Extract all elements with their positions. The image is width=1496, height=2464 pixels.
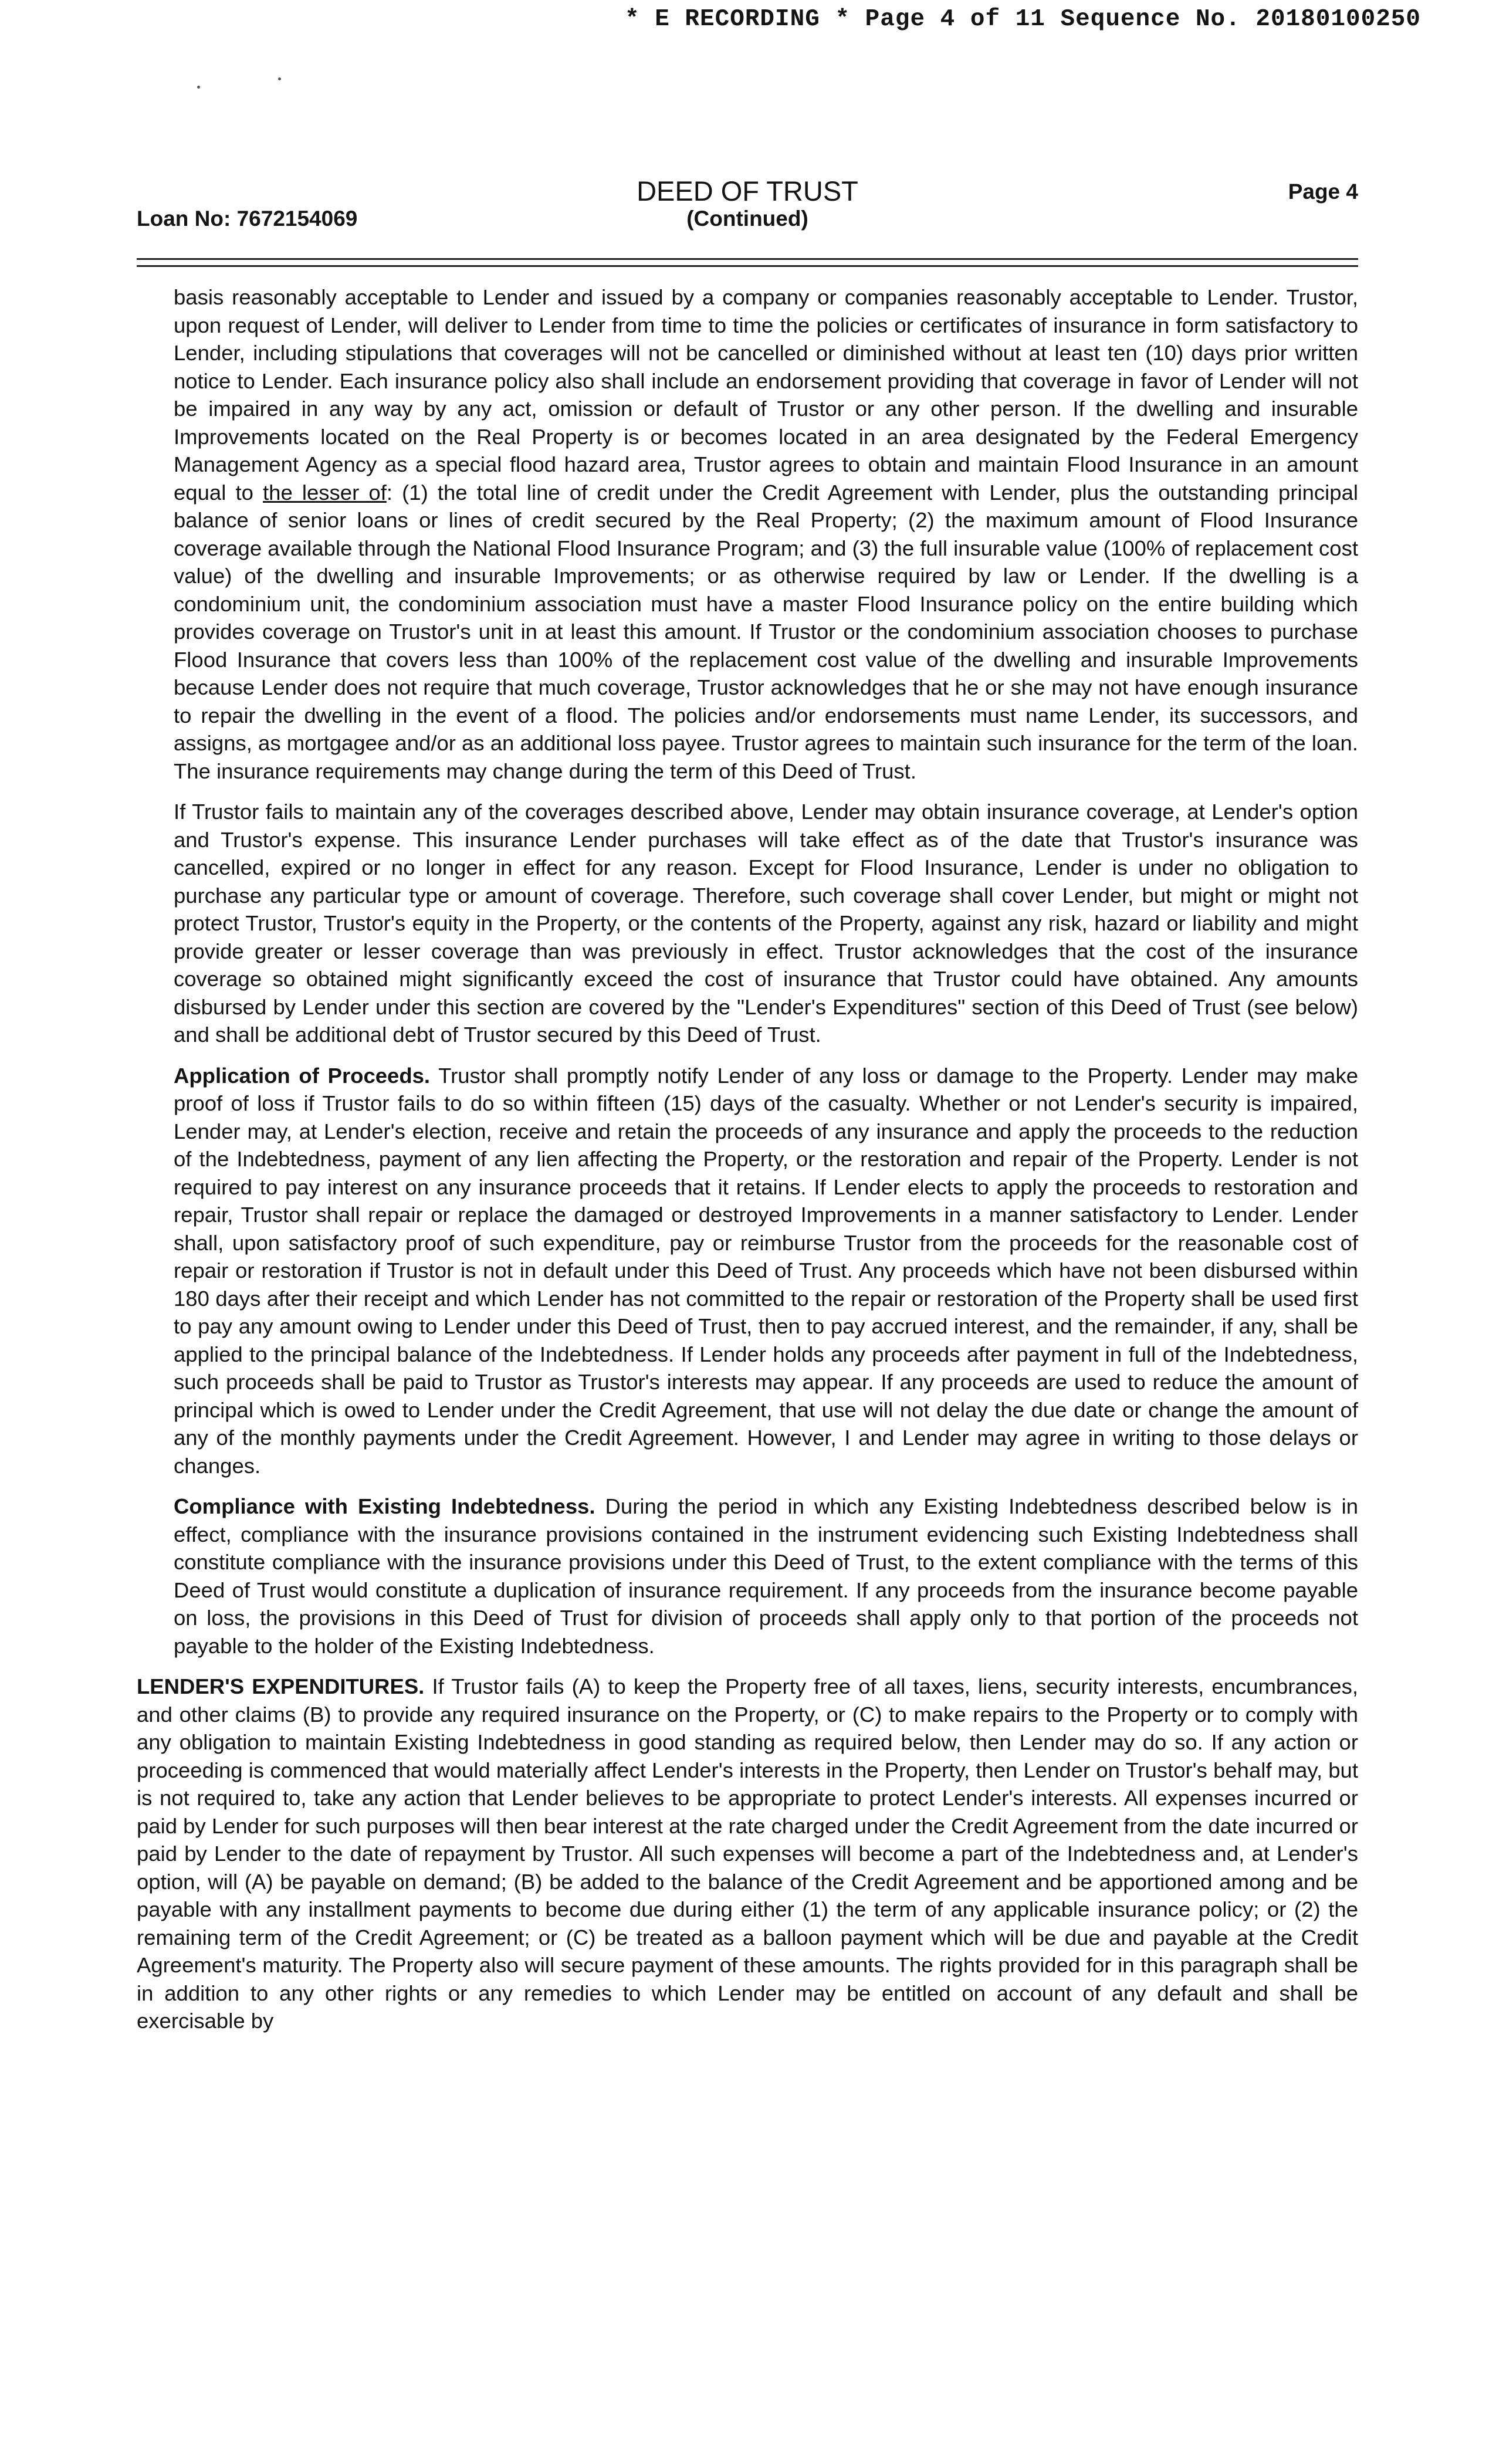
- underlined-text: the lesser of: [263, 480, 387, 505]
- paragraph-text: During the period in which any Existing Indebtedness described below is in effect, compliance with the insurance provisions contained in the instrument evidencing such Existing Indebtedness shall constitute compliance with the insurance provisions under this Deed of Trust, to the extent compliance with the terms of this Deed of Trust would constitute a duplication of insurance requirement. If any proceeds from the insurance become payable on loss, the provisions in this Deed of Trust for division of proceeds shall apply only to that portion of the proceeds not payable to the holder of the Existing Indebtedness.: [174, 1494, 1358, 1658]
- paragraph-compliance-existing-indebtedness: [137, 1492, 1358, 1660]
- document-title: DEED OF TRUST: [637, 175, 858, 207]
- scan-speck: [197, 86, 200, 89]
- paragraph-lenders-expenditures: [137, 1673, 1358, 2035]
- scan-speck: [278, 77, 281, 80]
- paragraph-application-of-proceeds: [137, 1062, 1358, 1480]
- document-subtitle: (Continued): [686, 207, 808, 231]
- document-body: [137, 283, 1358, 2048]
- paragraph-insurance-continued: [137, 283, 1358, 785]
- paragraph-text: If Trustor fails to maintain any of the coverages described above, Lender may obtain insurance coverage, at Lender's option and Trustor's expense. This insurance Lender purchases will take effect as of the date that Trustor's insurance was cancelled, expired or no longer in effect for any reason. Except for Flood Insurance, Lender is under no obligation to purchase any particular type or amount of coverage. Therefore, such coverage shall cover Lender, but might or might not protect Trustor, Trustor's equity in the Property, or the contents of the Property, against any risk, hazard or liability and might provide greater or lesser coverage than was previously in effect. Trustor acknowledges that the cost of the insurance coverage so obtained might significantly exceed the cost of insurance that Trustor could have obtained. Any amounts disbursed by Lender under this section are covered by the "Lender's Expenditures" section of this Deed of Trust (see below) and shall be additional debt of Trustor secured by this Deed of Trust.: [174, 800, 1358, 1047]
- page-number: Page 4: [1288, 180, 1358, 204]
- paragraph-text: If Trustor fails (A) to keep the Property free of all taxes, liens, security interests, encumbrances, and other claims (B) to provide any required insurance on the Property, or (C) to make repairs to the Property or to comply with any obligation to maintain Existing Indebtedness in good standing as required below, then Lender may do so. If any action or proceeding is commenced that would materially affect Lender's interests in the Property, then Lender on Trustor's behalf may, but is not required to, take any action that Lender believes to be appropriate to protect Lender's interests. All expenses incurred or paid by Lender for such purposes will then bear interest at the rate charged under the Credit Agreement from the date incurred or paid by Lender to the date of repayment by Trustor. All such expenses will become a part of the Indebtedness and, at Lender's option, will (A) be payable on demand; (B) be added to the balance of the Credit Agreement and be apportioned among and be payable with any installment payments to become due during either (1) the term of any applicable insurance policy; or (2) the remaining term of the Credit Agreement; or (C) be treated as a balloon payment which will be due and payable at the Credit Agreement's maturity. The Property also will secure payment of these amounts. The rights provided for in this paragraph shall be in addition to any other rights or any remedies to which Lender may be entitled on account of any default and shall be exercisable by: [137, 1674, 1358, 2033]
- paragraph-text: Trustor shall promptly notify Lender of any loss or damage to the Property. Lender may make proof of loss if Trustor fails to do so within fifteen (15) days of the casualty. Whether or not Lender's security is impaired, Lender may, at Lender's election, receive and retain the proceeds of any insurance and apply the proceeds to the reduction of the Indebtedness, payment of any lien affecting the Property, or the restoration and repair of the Property. Lender is not required to pay interest on any insurance proceeds that it retains. If Lender elects to apply the proceeds to restoration and repair, Trustor shall repair or replace the damaged or destroyed Improvements in a manner satisfactory to Lender. Lender shall, upon satisfactory proof of such expenditure, pay or reimburse Trustor from the proceeds for the reasonable cost of repair or restoration if Trustor is not in default under this Deed of Trust. Any proceeds which have not been disbursed within 180 days after their receipt and which Lender has not committed to the repair or restoration of the Property shall be used first to pay any amount owing to Lender under this Deed of Trust, then to pay accrued interest, and the remainder, if any, shall be applied to the principal balance of the Indebtedness. If Lender holds any proceeds after payment in full of the Indebtedness, such proceeds shall be paid to Trustor as Trustor's interests may appear. If any proceeds are used to reduce the amount of principal which is owed to Lender under the Credit Agreement, that use will not delay the due date or change the amount of any of the monthly payments under the Credit Agreement. However, I and Lender may agree in writing to those delays or changes.: [174, 1063, 1358, 1478]
- header-divider-top: [137, 258, 1358, 260]
- paragraph-lender-coverage: [137, 798, 1358, 1049]
- header-divider-bottom: [137, 265, 1358, 267]
- section-heading: Compliance with Existing Indebtedness.: [174, 1494, 595, 1518]
- loan-number: Loan No: 7672154069: [137, 207, 358, 231]
- paragraph-text: basis reasonably acceptable to Lender and issued by a company or companies reasonably acceptable to Lender. Trustor, upon request of Lender, will deliver to Lender from time to time the policies or certificates of insurance in form satisfactory to Lender, including stipulations that coverages will not be cancelled or diminished without at least ten (10) days prior written notice to Lender. Each insurance policy also shall include an endorsement providing that coverage in favor of Lender will not be impaired in any way by any act, omission or default of Trustor or any other person. If the dwelling and insurable Improvements located on the Real Property is or becomes located in an area designated by the Federal Emergency Management Agency as a special flood hazard area, Trustor agrees to obtain and maintain Flood Insurance in an amount equal to: [174, 285, 1358, 505]
- recording-header: * E RECORDING * Page 4 of 11 Sequence No. 20180100250: [625, 6, 1421, 33]
- section-heading: Application of Proceeds.: [174, 1063, 431, 1088]
- paragraph-text: : (1) the total line of credit under the Credit Agreement with Lender, plus the outstanding principal balance of senior loans or lines of credit secured by the Real Property; (2) the maximum amount of Flood Insurance coverage available through the National Flood Insurance Program; and (3) the full insurable value (100% of replacement cost value) of the dwelling and insurable Improvements; or as otherwise required by law or Lender. If the dwelling is a condominium unit, the condominium association must have a master Flood Insurance policy on the entire building which provides coverage on Trustor's unit in at least this amount. If Trustor or the condominium association chooses to purchase Flood Insurance that covers less than 100% of the replacement cost value of the dwelling and insurable Improvements because Lender does not require that much coverage, Trustor acknowledges that he or she may not have enough insurance to repair the dwelling in the event of a flood. The policies and/or endorsements must name Lender, its successors, and assigns, as mortgagee and/or as an additional loss payee. Trustor agrees to maintain such insurance for the term of the loan. The insurance requirements may change during the term of this Deed of Trust.: [174, 480, 1358, 783]
- document-header: [137, 176, 1358, 241]
- section-heading: LENDER'S EXPENDITURES.: [137, 1674, 425, 1698]
